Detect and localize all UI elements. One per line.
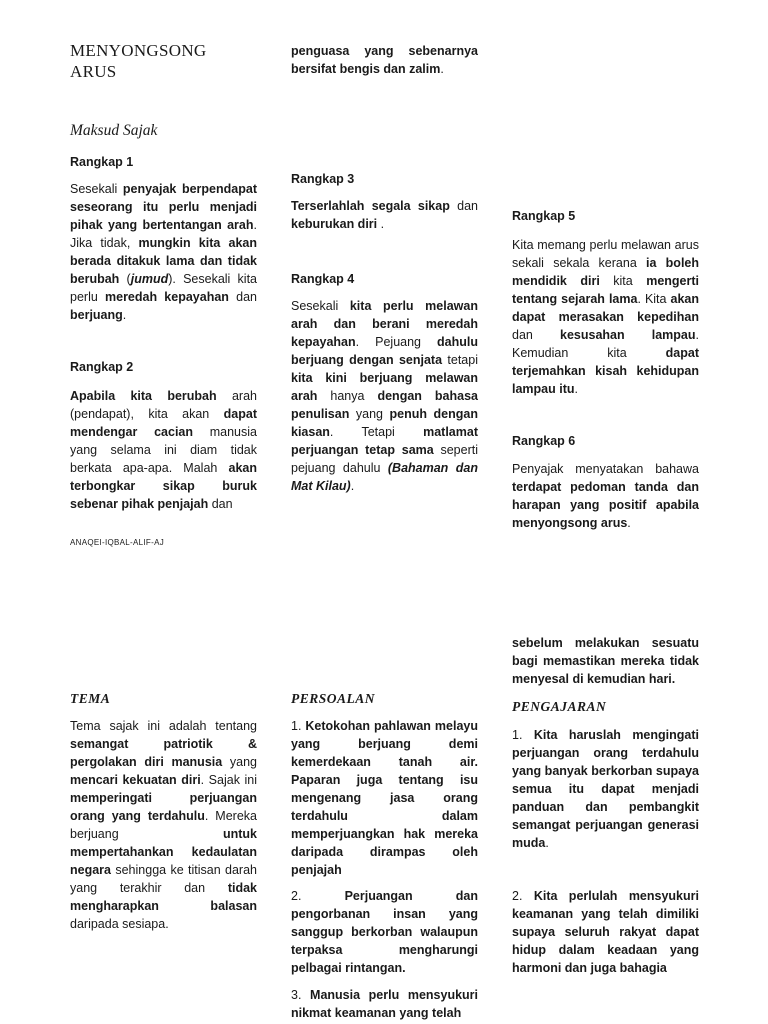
text-run: Sesekali	[291, 299, 350, 313]
section-heading-maksud-sajak: Maksud Sajak	[70, 122, 158, 139]
text-run: terdapat pedoman tanda dan harapan yang positif apabila menyongsong arus	[512, 480, 699, 530]
text-run: dan	[449, 199, 478, 213]
tema-text	[70, 717, 257, 933]
text-run: . Kemudian kita	[512, 328, 699, 360]
title-line-2: ARUS	[70, 62, 117, 81]
text-run: untuk mempertahankan kedaulatan negara	[70, 827, 257, 877]
text-run: dengan bahasa penulisan	[291, 389, 478, 421]
text-run: penyajak berpendapat seseorang itu perlu menjadi pihak yang bertentangan arah	[70, 182, 257, 232]
text-run: . Kita	[637, 292, 671, 306]
text-run: sehingga ke titisan darah yang terakhir dan	[70, 863, 257, 895]
text-run: . Jika tidak,	[70, 218, 257, 250]
rangkap-3-heading: Rangkap 3	[291, 172, 355, 186]
text-run: Apabila kita berubah	[70, 389, 217, 403]
rangkap-2-continuation	[291, 42, 478, 78]
text-run: jumud	[130, 272, 169, 286]
text-run: keburukan diri	[291, 217, 378, 231]
text-run: 1.	[291, 719, 306, 733]
text-run: dapat terjemahkan kisah kehidupan lampau itu	[512, 346, 699, 396]
text-run: 2.	[291, 889, 345, 903]
text-run: .	[122, 308, 127, 322]
text-run: 1.	[512, 728, 534, 742]
text-run: mengerti tentang sejarah lama	[512, 274, 699, 306]
rangkap-5-heading: Rangkap 5	[512, 209, 576, 223]
text-run: dahulu berjuang dengan senjata	[291, 335, 478, 367]
rangkap-6-text	[512, 460, 699, 532]
text-run: .	[440, 62, 444, 76]
rangkap-1-text	[70, 180, 257, 324]
text-run: sebelum melakukan sesuatu bagi memastikan mereka tidak menyesal di kemudian hari.	[512, 636, 699, 686]
text-run: penguasa yang sebenarnya bersifat bengis dan zalim	[291, 44, 478, 76]
text-run: daripada sesiapa.	[70, 917, 169, 931]
rangkap-3-text	[291, 197, 478, 233]
text-run: ia boleh mendidik diri	[512, 256, 700, 288]
text-run: Penyajak menyatakan bahawa	[512, 462, 699, 476]
rangkap-4-text	[291, 297, 478, 495]
rangkap-2-heading: Rangkap 2	[70, 360, 134, 374]
rangkap-6-heading: Rangkap 6	[512, 434, 576, 448]
text-run: Manusia perlu mensyukuri nikmat keamanan yang telah	[291, 988, 479, 1020]
text-run: manusia yang selama ini diam tidak berkata apa-apa. Malah	[70, 425, 257, 475]
persoalan-item-1	[291, 717, 478, 879]
text-run: tidak mengharapkan balasan	[70, 881, 257, 913]
text-run: berjuang	[70, 308, 123, 322]
text-run: . Pejuang	[355, 335, 438, 349]
text-run: matlamat perjuangan tetap sama	[291, 425, 478, 457]
text-run: ). Sesekali kita perlu	[70, 272, 258, 304]
text-run: mencari kekuatan diri	[70, 773, 201, 787]
text-run: Tema sajak ini adalah tentang	[70, 719, 257, 733]
text-run: kesusahan lampau	[560, 328, 696, 342]
text-run: .	[350, 479, 355, 493]
text-run: .	[545, 836, 549, 850]
text-run: Kita memang perlu melawan arus sekali sekala kerana	[512, 238, 699, 270]
rangkap-1-heading: Rangkap 1	[70, 155, 134, 169]
rangkap-4-heading: Rangkap 4	[291, 272, 355, 286]
rangkap-5-text	[512, 236, 699, 398]
pengajaran-continuation	[512, 634, 699, 688]
text-run: memperingati perjuangan orang yang terdahulu	[70, 791, 257, 823]
pengajaran-item-1	[512, 726, 699, 852]
text-run: yang	[349, 407, 390, 421]
text-run: dapat mendengar cacian	[70, 407, 257, 439]
text-run: Kita haruslah mengingati perjuangan orang terdahulu yang banyak berkorban supaya semua itu dapat menjadi panduan dan pembangkit semangat perjuangan generasi muda	[512, 728, 699, 850]
text-run: .	[574, 382, 578, 396]
persoalan-item-2	[291, 887, 478, 977]
text-run: dan	[512, 328, 560, 342]
text-run: kita kini berjuang melawan arah	[291, 371, 478, 403]
tema-heading: TEMA	[70, 691, 111, 706]
title-line-1: MENYONGSONG	[70, 41, 207, 60]
text-run: . Sajak ini	[200, 773, 257, 787]
pengajaran-item-2	[512, 887, 699, 977]
text-run: mungkin kita akan berada ditakuk lama dan tidak berubah	[70, 236, 257, 286]
document-title	[70, 40, 257, 82]
text-run: Ketokohan pahlawan melayu yang berjuang demi kemerdekaan tanah air. Paparan juga tentang isu mengenang jasa orang terdahulu dalam memperjuangkan hak mereka daripada dirampas oleh penjajah	[291, 719, 478, 877]
text-run: dan	[228, 290, 257, 304]
text-run: kita	[599, 274, 647, 288]
text-run: (Bahaman dan Mat Kilau)	[291, 461, 478, 493]
text-run: dan	[208, 497, 233, 511]
text-run: .	[627, 516, 631, 530]
text-run: . Tetapi	[329, 425, 424, 439]
text-run: kita perlu melawan arah dan berani meredah kepayahan	[291, 299, 478, 349]
text-run: semangat patriotik & pergolakan diri manusia	[70, 737, 257, 769]
persoalan-item-3	[291, 986, 478, 1022]
text-run: Sesekali	[70, 182, 123, 196]
text-run: penuh dengan kiasan	[291, 407, 478, 439]
text-run: akan terbongkar sikap buruk sebenar pihak penjajah	[70, 461, 257, 511]
rangkap-2-text	[70, 387, 257, 513]
text-run: 3.	[291, 988, 311, 1002]
text-run: seperti pejuang dahulu	[291, 443, 478, 475]
text-run: Terserlahlah segala sikap	[291, 199, 450, 213]
pengajaran-heading: PENGAJARAN	[512, 699, 607, 714]
text-run: meredah kepayahan	[105, 290, 229, 304]
author-footer: ANAQEI-IQBAL-ALIF-AJ	[70, 538, 165, 547]
text-run: yang	[222, 755, 257, 769]
text-run: 2.	[512, 889, 534, 903]
text-run: arah (pendapat), kita akan	[70, 389, 257, 421]
text-run: tetapi	[442, 353, 478, 367]
text-run: .	[377, 217, 385, 231]
text-run: akan dapat merasakan kepedihan	[512, 292, 699, 324]
text-run: hanya	[317, 389, 378, 403]
text-run: Kita perlulah mensyukuri keamanan yang telah dimiliki supaya seluruh rakyat dapat hidup dalam keadaan yang harmoni dan juga bahagia	[512, 889, 699, 975]
text-run: Perjuangan dan pengorbanan insan yang sanggup berkorban walaupun terpaksa mengharungi pelbagai rintangan.	[291, 889, 478, 975]
text-run: (	[119, 272, 131, 286]
persoalan-heading: PERSOALAN	[291, 691, 376, 706]
text-run: . Mereka berjuang	[70, 809, 257, 841]
